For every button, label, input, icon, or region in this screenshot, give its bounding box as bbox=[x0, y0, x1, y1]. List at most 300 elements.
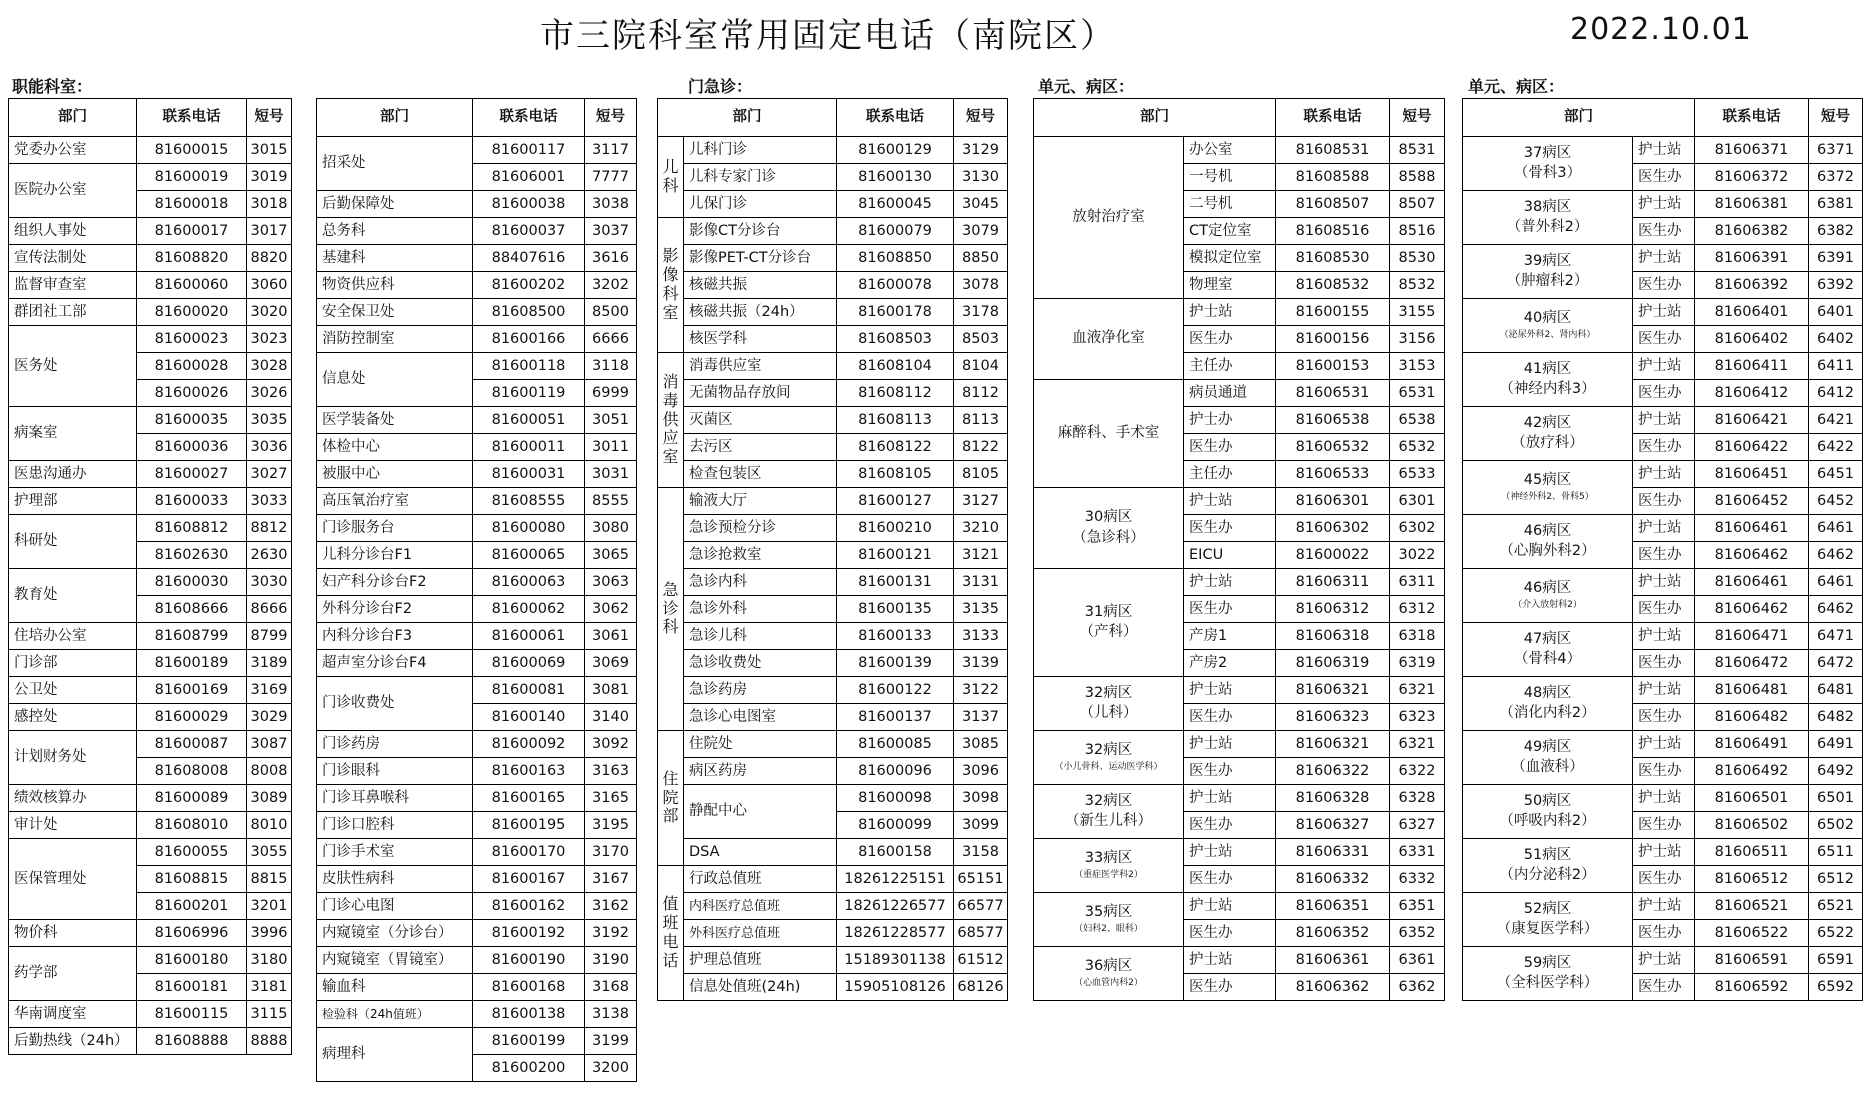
short-number: 3135 bbox=[954, 596, 1008, 623]
phone-number: 81608010 bbox=[137, 812, 247, 839]
table-row bbox=[1463, 893, 1863, 920]
unit-subtitle: （重症医学科2） bbox=[1074, 869, 1143, 880]
unit-name bbox=[1463, 461, 1633, 515]
table-row bbox=[1034, 731, 1445, 758]
unit-subtitle: （小儿骨科、运动医学科） bbox=[1054, 761, 1163, 772]
dept-name: 教育处 bbox=[9, 569, 137, 623]
unit-name bbox=[1463, 785, 1633, 839]
dept-name: 病区药房 bbox=[684, 758, 837, 785]
table-row bbox=[658, 380, 1008, 407]
short-number: 3168 bbox=[585, 974, 637, 1001]
room-name: 产房1 bbox=[1184, 623, 1276, 650]
table-row bbox=[317, 353, 637, 380]
phone-number: 81606532 bbox=[1276, 434, 1390, 461]
short-number: 2630 bbox=[247, 542, 292, 569]
table-row bbox=[9, 785, 292, 812]
unit-subtitle: （妇科2、眼科） bbox=[1074, 923, 1143, 934]
room-name: 物理室 bbox=[1184, 272, 1276, 299]
short-number: 6501 bbox=[1809, 785, 1863, 812]
short-number: 6451 bbox=[1809, 461, 1863, 488]
table-row bbox=[9, 569, 292, 596]
short-number: 3036 bbox=[247, 434, 292, 461]
phone-number: 81600028 bbox=[137, 353, 247, 380]
room-name: 医生办 bbox=[1184, 974, 1276, 1001]
table-row bbox=[658, 299, 1008, 326]
phone-number: 81600200 bbox=[473, 1055, 585, 1082]
table-row bbox=[317, 326, 637, 353]
phone-number: 81606392 bbox=[1695, 272, 1809, 299]
table-row bbox=[9, 839, 292, 866]
short-number: 3192 bbox=[585, 920, 637, 947]
unit-name bbox=[1034, 731, 1184, 785]
room-name: 护士站 bbox=[1633, 839, 1695, 866]
short-number: 3098 bbox=[954, 785, 1008, 812]
table-row bbox=[1463, 245, 1863, 272]
dept-name: 组织人事处 bbox=[9, 218, 137, 245]
table-row bbox=[317, 947, 637, 974]
room-name: 医生办 bbox=[1633, 596, 1695, 623]
short-number: 3155 bbox=[1390, 299, 1445, 326]
room-name: 护士站 bbox=[1184, 839, 1276, 866]
unit-title: 59病区 bbox=[1523, 954, 1572, 971]
short-number: 3019 bbox=[247, 164, 292, 191]
short-number: 8112 bbox=[954, 380, 1008, 407]
short-number: 8888 bbox=[247, 1028, 292, 1055]
short-number: 3158 bbox=[954, 839, 1008, 866]
col-short: 短号 bbox=[247, 99, 292, 137]
room-name: 医生办 bbox=[1633, 218, 1695, 245]
short-number: 8010 bbox=[247, 812, 292, 839]
short-number: 6372 bbox=[1809, 164, 1863, 191]
short-number: 3029 bbox=[247, 704, 292, 731]
unit-title: 血液净化室 bbox=[1072, 330, 1145, 347]
dept-name: 内科分诊台F3 bbox=[317, 623, 473, 650]
short-number: 6532 bbox=[1390, 434, 1445, 461]
table-row bbox=[1034, 137, 1445, 164]
phone-number: 81606411 bbox=[1695, 353, 1809, 380]
phone-number: 81600026 bbox=[137, 380, 247, 407]
phone-number: 81600189 bbox=[137, 650, 247, 677]
table-row bbox=[658, 326, 1008, 353]
short-number: 6321 bbox=[1390, 677, 1445, 704]
unit-name bbox=[1034, 488, 1184, 569]
phone-number: 81600166 bbox=[473, 326, 585, 353]
group-name bbox=[658, 353, 684, 488]
short-number: 8531 bbox=[1390, 137, 1445, 164]
room-name: 护士站 bbox=[1633, 731, 1695, 758]
short-number: 6332 bbox=[1390, 866, 1445, 893]
dept-name: 输液大厅 bbox=[684, 488, 837, 515]
group-name-text: 急诊科 bbox=[662, 579, 679, 637]
table-row bbox=[658, 434, 1008, 461]
table-row bbox=[658, 407, 1008, 434]
unit-title: 51病区 bbox=[1523, 846, 1572, 863]
phone-number: 81600031 bbox=[473, 461, 585, 488]
dept-name: 儿科专家门诊 bbox=[684, 164, 837, 191]
dept-name: 外科医疗总值班 bbox=[684, 920, 837, 947]
dept-name: 输血科 bbox=[317, 974, 473, 1001]
phone-number: 81600178 bbox=[837, 299, 954, 326]
table-row bbox=[1463, 947, 1863, 974]
table-row bbox=[9, 137, 292, 164]
phone-number: 81608812 bbox=[137, 515, 247, 542]
table-row bbox=[9, 1001, 292, 1028]
room-name: 一号机 bbox=[1184, 164, 1276, 191]
table-row bbox=[658, 353, 1008, 380]
short-number: 3181 bbox=[247, 974, 292, 1001]
table-row bbox=[658, 893, 1008, 920]
phone-number: 81600081 bbox=[473, 677, 585, 704]
dept-name: 急诊收费处 bbox=[684, 650, 837, 677]
phone-number: 81600087 bbox=[137, 731, 247, 758]
group-name-text: 住院部 bbox=[662, 768, 679, 826]
short-number: 3167 bbox=[585, 866, 637, 893]
phone-number: 81606491 bbox=[1695, 731, 1809, 758]
dept-name: 宣传法制处 bbox=[9, 245, 137, 272]
short-number: 6301 bbox=[1390, 488, 1445, 515]
phone-number: 81606402 bbox=[1695, 326, 1809, 353]
dept-name: 招采处 bbox=[317, 137, 473, 191]
phone-number: 81600117 bbox=[473, 137, 585, 164]
phone-number: 81600022 bbox=[1276, 542, 1390, 569]
dept-name: 后勤保障处 bbox=[317, 191, 473, 218]
short-number: 3210 bbox=[954, 515, 1008, 542]
table-row bbox=[317, 299, 637, 326]
dept-name: 检查包装区 bbox=[684, 461, 837, 488]
table-row bbox=[9, 920, 292, 947]
dept-name: 病理科 bbox=[317, 1028, 473, 1082]
room-name: 护士站 bbox=[1633, 515, 1695, 542]
dept-name: 审计处 bbox=[9, 812, 137, 839]
dept-name: 体检中心 bbox=[317, 434, 473, 461]
short-number: 3015 bbox=[247, 137, 292, 164]
phone-number: 81606371 bbox=[1695, 137, 1809, 164]
short-number: 3139 bbox=[954, 650, 1008, 677]
room-name: 护士站 bbox=[1184, 569, 1276, 596]
table-row bbox=[9, 326, 292, 353]
dept-name: 后勤热线（24h） bbox=[9, 1028, 137, 1055]
short-number: 3051 bbox=[585, 407, 637, 434]
phone-number: 81600190 bbox=[473, 947, 585, 974]
table-row bbox=[658, 974, 1008, 1001]
table-row bbox=[1463, 191, 1863, 218]
phone-number: 15189301138 bbox=[837, 947, 954, 974]
table-row bbox=[317, 920, 637, 947]
room-name: 办公室 bbox=[1184, 137, 1276, 164]
phone-number: 81608507 bbox=[1276, 191, 1390, 218]
unit-title: 50病区 bbox=[1523, 792, 1572, 809]
dept-name: 急诊心电图室 bbox=[684, 704, 837, 731]
phone-number: 81606421 bbox=[1695, 407, 1809, 434]
phone-number: 81600131 bbox=[837, 569, 954, 596]
phone-number: 81600169 bbox=[137, 677, 247, 704]
room-name: 护士站 bbox=[1633, 353, 1695, 380]
phone-number: 81600133 bbox=[837, 623, 954, 650]
col-short: 短号 bbox=[585, 99, 637, 137]
short-number: 3156 bbox=[1390, 326, 1445, 353]
short-number: 6461 bbox=[1809, 515, 1863, 542]
table-row bbox=[658, 272, 1008, 299]
phone-number: 81600163 bbox=[473, 758, 585, 785]
dept-name: 绩效核算办 bbox=[9, 785, 137, 812]
phone-number: 81600080 bbox=[473, 515, 585, 542]
table-row bbox=[317, 1001, 637, 1028]
table-row bbox=[1463, 515, 1863, 542]
table-row bbox=[9, 812, 292, 839]
short-number: 3096 bbox=[954, 758, 1008, 785]
phone-number: 81600055 bbox=[137, 839, 247, 866]
phone-number: 81606422 bbox=[1695, 434, 1809, 461]
dept-name: 病案室 bbox=[9, 407, 137, 461]
short-number: 8516 bbox=[1390, 218, 1445, 245]
unit-name bbox=[1034, 137, 1184, 299]
room-name: 医生办 bbox=[1633, 488, 1695, 515]
dept-name: 住院处 bbox=[684, 731, 837, 758]
short-number: 3038 bbox=[585, 191, 637, 218]
phone-number: 81600036 bbox=[137, 434, 247, 461]
table-row bbox=[9, 947, 292, 974]
unit-name bbox=[1034, 947, 1184, 1001]
col-dept: 部门 bbox=[658, 99, 837, 137]
short-number: 6482 bbox=[1809, 704, 1863, 731]
page-date: 2022.10.01 bbox=[1570, 12, 1752, 47]
short-number: 3127 bbox=[954, 488, 1008, 515]
room-name: 医生办 bbox=[1633, 758, 1695, 785]
unit-title: 39病区 bbox=[1523, 252, 1572, 269]
phone-number: 81600201 bbox=[137, 893, 247, 920]
phone-number: 81600129 bbox=[837, 137, 954, 164]
unit-title: 31病区 bbox=[1084, 603, 1133, 620]
short-number: 6533 bbox=[1390, 461, 1445, 488]
room-name: 医生办 bbox=[1184, 920, 1276, 947]
unit-subtitle: （放疗科） bbox=[1511, 435, 1584, 451]
short-number: 6491 bbox=[1809, 731, 1863, 758]
functional-dept-table bbox=[8, 98, 292, 1055]
table-row bbox=[658, 137, 1008, 164]
table-row bbox=[658, 569, 1008, 596]
short-number: 66577 bbox=[954, 893, 1008, 920]
short-number: 3202 bbox=[585, 272, 637, 299]
table-row bbox=[9, 299, 292, 326]
table-row bbox=[317, 515, 637, 542]
group-name-text: 值班电话 bbox=[662, 894, 679, 970]
phone-number: 81600011 bbox=[473, 434, 585, 461]
dept-name: 无菌物品存放间 bbox=[684, 380, 837, 407]
short-number: 6462 bbox=[1809, 542, 1863, 569]
short-number: 6502 bbox=[1809, 812, 1863, 839]
short-number: 3028 bbox=[247, 353, 292, 380]
table-row bbox=[317, 245, 637, 272]
short-number: 3060 bbox=[247, 272, 292, 299]
phone-number: 81600065 bbox=[473, 542, 585, 569]
short-number: 8530 bbox=[1390, 245, 1445, 272]
table-row bbox=[317, 677, 637, 704]
short-number: 3996 bbox=[247, 920, 292, 947]
dept-name: 护理总值班 bbox=[684, 947, 837, 974]
short-number: 6311 bbox=[1390, 569, 1445, 596]
room-name: 护士站 bbox=[1184, 785, 1276, 812]
phone-number: 81600019 bbox=[137, 164, 247, 191]
dept-name: 被服中心 bbox=[317, 461, 473, 488]
wards-table-1 bbox=[1033, 98, 1445, 1001]
phone-number: 81600168 bbox=[473, 974, 585, 1001]
dept-name: 内科医疗总值班 bbox=[684, 893, 837, 920]
phone-number: 81600085 bbox=[837, 731, 954, 758]
table-row bbox=[9, 407, 292, 434]
short-number: 6512 bbox=[1809, 866, 1863, 893]
room-name: 医生办 bbox=[1184, 812, 1276, 839]
room-name: 护士站 bbox=[1633, 137, 1695, 164]
table-row bbox=[9, 245, 292, 272]
table-row bbox=[317, 893, 637, 920]
short-number: 6521 bbox=[1809, 893, 1863, 920]
table-row bbox=[1463, 623, 1863, 650]
unit-name bbox=[1463, 677, 1633, 731]
short-number: 6328 bbox=[1390, 785, 1445, 812]
unit-name bbox=[1034, 380, 1184, 488]
dept-name: 检验科（24h值班） bbox=[317, 1001, 473, 1028]
phone-number: 81600127 bbox=[837, 488, 954, 515]
table-row bbox=[9, 164, 292, 191]
table-row bbox=[317, 461, 637, 488]
phone-number: 81600138 bbox=[473, 1001, 585, 1028]
col-dept: 部门 bbox=[1034, 99, 1276, 137]
phone-number: 81606461 bbox=[1695, 515, 1809, 542]
dept-name: 门诊口腔科 bbox=[317, 812, 473, 839]
unit-subtitle: （骨科4） bbox=[1513, 651, 1582, 667]
dept-name: 门诊耳鼻喉科 bbox=[317, 785, 473, 812]
group-name bbox=[658, 866, 684, 1001]
short-number: 3085 bbox=[954, 731, 1008, 758]
unit-name bbox=[1034, 839, 1184, 893]
phone-number: 81600018 bbox=[137, 191, 247, 218]
dept-name: 物价科 bbox=[9, 920, 137, 947]
room-name: CT定位室 bbox=[1184, 218, 1276, 245]
short-number: 3080 bbox=[585, 515, 637, 542]
table-row bbox=[1463, 299, 1863, 326]
short-number: 6492 bbox=[1809, 758, 1863, 785]
room-name: 护士站 bbox=[1633, 191, 1695, 218]
dept-name: 感控处 bbox=[9, 704, 137, 731]
dept-name: 公卫处 bbox=[9, 677, 137, 704]
short-number: 6461 bbox=[1809, 569, 1863, 596]
table-row bbox=[1034, 380, 1445, 407]
phone-number: 15905108126 bbox=[837, 974, 954, 1001]
short-number: 3078 bbox=[954, 272, 1008, 299]
unit-subtitle: （肿瘤科2） bbox=[1506, 273, 1589, 289]
unit-title: 47病区 bbox=[1523, 630, 1572, 647]
room-name: 二号机 bbox=[1184, 191, 1276, 218]
phone-number: 81606451 bbox=[1695, 461, 1809, 488]
phone-number: 81606996 bbox=[137, 920, 247, 947]
dept-name: 护理部 bbox=[9, 488, 137, 515]
table-row bbox=[317, 569, 637, 596]
short-number: 3018 bbox=[247, 191, 292, 218]
phone-number: 81606391 bbox=[1695, 245, 1809, 272]
short-number: 3129 bbox=[954, 137, 1008, 164]
room-name: 护士站 bbox=[1184, 299, 1276, 326]
short-number: 68577 bbox=[954, 920, 1008, 947]
phone-number: 81600158 bbox=[837, 839, 954, 866]
unit-name bbox=[1034, 299, 1184, 380]
table-row bbox=[1463, 137, 1863, 164]
table-row bbox=[1034, 299, 1445, 326]
short-number: 3033 bbox=[247, 488, 292, 515]
dept-name: 门诊部 bbox=[9, 650, 137, 677]
short-number: 6472 bbox=[1809, 650, 1863, 677]
table-row bbox=[317, 623, 637, 650]
phone-number: 81600079 bbox=[837, 218, 954, 245]
unit-title: 35病区 bbox=[1084, 904, 1133, 921]
table-row bbox=[658, 704, 1008, 731]
short-number: 6421 bbox=[1809, 407, 1863, 434]
short-number: 6321 bbox=[1390, 731, 1445, 758]
table-row bbox=[658, 650, 1008, 677]
phone-number: 81600033 bbox=[137, 488, 247, 515]
short-number: 6401 bbox=[1809, 299, 1863, 326]
table-row bbox=[317, 866, 637, 893]
table-row bbox=[317, 650, 637, 677]
dept-name: 核医学科 bbox=[684, 326, 837, 353]
short-number: 6538 bbox=[1390, 407, 1445, 434]
room-name: 护士站 bbox=[1633, 893, 1695, 920]
short-number: 3030 bbox=[247, 569, 292, 596]
short-number: 6452 bbox=[1809, 488, 1863, 515]
phone-number: 81600181 bbox=[137, 974, 247, 1001]
table-row bbox=[317, 974, 637, 1001]
phone-number: 81600015 bbox=[137, 137, 247, 164]
dept-name: 医学装备处 bbox=[317, 407, 473, 434]
dept-name: 安全保卫处 bbox=[317, 299, 473, 326]
short-number: 8008 bbox=[247, 758, 292, 785]
dept-name: 高压氧治疗室 bbox=[317, 488, 473, 515]
room-name: 护士站 bbox=[1633, 299, 1695, 326]
short-number: 3017 bbox=[247, 218, 292, 245]
wards-table-2 bbox=[1462, 98, 1863, 1001]
room-name: 主任办 bbox=[1184, 353, 1276, 380]
phone-number: 81606351 bbox=[1276, 893, 1390, 920]
unit-name bbox=[1463, 191, 1633, 245]
phone-number: 81606472 bbox=[1695, 650, 1809, 677]
dept-name: 内窥镜室（胃镜室） bbox=[317, 947, 473, 974]
dept-name: 急诊预检分诊 bbox=[684, 515, 837, 542]
short-number: 8666 bbox=[247, 596, 292, 623]
short-number: 6352 bbox=[1390, 920, 1445, 947]
phone-number: 81600060 bbox=[137, 272, 247, 299]
table-row bbox=[317, 812, 637, 839]
short-number: 6392 bbox=[1809, 272, 1863, 299]
room-name: 产房2 bbox=[1184, 650, 1276, 677]
short-number: 3061 bbox=[585, 623, 637, 650]
short-number: 6511 bbox=[1809, 839, 1863, 866]
dept-name: 儿科分诊台F1 bbox=[317, 542, 473, 569]
table-row bbox=[317, 839, 637, 866]
table-row bbox=[317, 1028, 637, 1055]
phone-number: 81600167 bbox=[473, 866, 585, 893]
phone-number: 81606001 bbox=[473, 164, 585, 191]
phone-number: 81606511 bbox=[1695, 839, 1809, 866]
room-name: 医生办 bbox=[1633, 164, 1695, 191]
room-name: 医生办 bbox=[1633, 326, 1695, 353]
unit-title: 放射治疗室 bbox=[1072, 208, 1145, 225]
phone-number: 81608503 bbox=[837, 326, 954, 353]
short-number: 3079 bbox=[954, 218, 1008, 245]
room-name: 医生办 bbox=[1184, 866, 1276, 893]
short-number: 3162 bbox=[585, 893, 637, 920]
phone-number: 81606482 bbox=[1695, 704, 1809, 731]
short-number: 6666 bbox=[585, 326, 637, 353]
unit-title: 36病区 bbox=[1084, 958, 1133, 975]
